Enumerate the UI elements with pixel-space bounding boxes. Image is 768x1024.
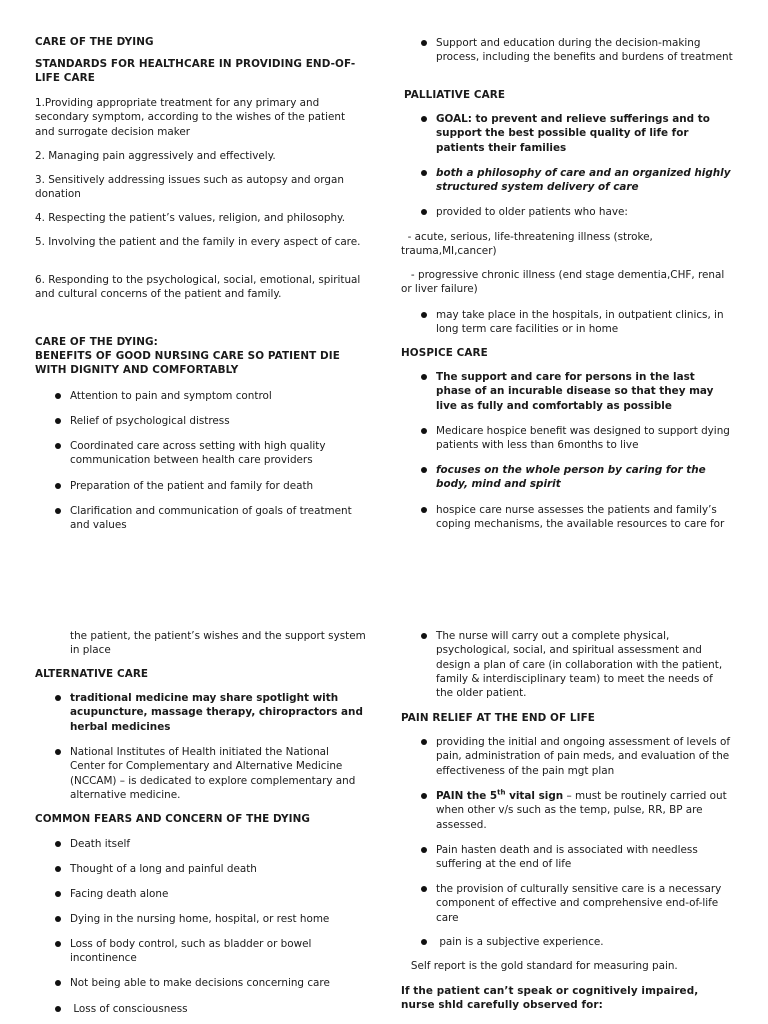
list-item: GOAL: to prevent and relieve sufferings and to support the best possible quality of life for patients their families [401, 112, 733, 155]
list-item: pain is a subjective experience. [401, 935, 733, 949]
list-item: Attention to pain and symptom control [35, 389, 367, 403]
fears-list [35, 1002, 367, 1016]
list-item: Facing death alone [35, 887, 367, 901]
list-item: traditional medicine may share spotlight with acupuncture, massage therapy, chiropractors and herbal medicines [35, 691, 367, 734]
fears-list [35, 887, 367, 901]
benefits-list [35, 479, 367, 493]
list-item: Pain hasten death and is associated with needless suffering at the end of life [401, 843, 733, 872]
page-title: CARE OF THE DYING [35, 36, 154, 48]
list-item: Not being able to make decisions concerning care [35, 976, 367, 990]
palliative-heading: PALLIATIVE CARE [404, 89, 506, 101]
list-item: Coordinated care across setting with high quality communication between health care providers [35, 439, 367, 468]
palliative-list [401, 112, 733, 155]
list-item: Thought of a long and painful death [35, 862, 367, 876]
list-item: focuses on the whole person by caring for the body, mind and spirit [401, 463, 733, 492]
list-item: may take place in the hospitals, in outpatient clinics, in long term care facilities or in home [401, 308, 733, 337]
fears-list [35, 976, 367, 990]
hospice-list [401, 463, 733, 492]
list-item: Support and education during the decision-making process, including the benefits and burdens of treatment [401, 36, 733, 65]
alternative-list [35, 691, 367, 734]
list-item: Loss of body control, such as bladder or bowel incontinence [35, 937, 367, 966]
pain-vital-label: PAIN the 5 [436, 790, 498, 802]
palliative-list [401, 166, 733, 195]
list-item: hospice care nurse assesses the patients and family’s coping mechanisms, the available resources to care for [401, 503, 733, 532]
fears-heading: COMMON FEARS AND CONCERN OF THE DYING [35, 813, 311, 825]
standard-item-4: 4. Respecting the patient’s values, religion, and philosophy. [35, 212, 345, 224]
nurse-assessment-list [401, 629, 733, 700]
list-item: Preparation of the patient and family for death [35, 479, 367, 493]
fears-list [35, 862, 367, 876]
hospice-heading: HOSPICE CARE [401, 347, 488, 359]
pain-vital-label-2: vital sign [505, 790, 564, 802]
palliative-acute-text: - acute, serious, life-threatening illness (stroke, trauma,MI,cancer) [401, 231, 657, 258]
list-item: The nurse will carry out a complete physical, psychological, social, and spiritual assessment and design a plan of care (in collaboration with the patient, family & interdisciplinary team) to meet the needs of the older patient. [401, 629, 733, 700]
continued-text: the patient, the patient’s wishes and the support system in place [70, 630, 366, 657]
palliative-list [401, 205, 733, 219]
list-item: The support and care for persons in the last phase of an incurable disease so that they may live as fully and comfortably as possible [401, 370, 733, 413]
fears-list [35, 937, 367, 966]
benefits-list [35, 439, 367, 468]
standards-heading: STANDARDS FOR HEALTHCARE IN PROVIDING END-OF-LIFE CARE [35, 58, 356, 85]
palliative-chronic-text: - progressive chronic illness (end stage dementia,CHF, renal or liver failure) [401, 269, 728, 296]
impaired-patient-heading: If the patient can’t speak or cognitively impaired, nurse shld carefully observed for: [401, 985, 699, 1012]
pain-list [401, 935, 733, 949]
pain-list [401, 735, 733, 778]
list-item: National Institutes of Health initiated the National Center for Complementary and Alternative Medicine (NCCAM) – is dedicated to explore complementary and alternative medicine. [35, 745, 367, 802]
pain-vital-superscript: th [497, 788, 506, 797]
list-item: Dying in the nursing home, hospital, or rest home [35, 912, 367, 926]
benefits-list [35, 414, 367, 428]
benefits-list [35, 504, 367, 533]
list-item: Death itself [35, 837, 367, 851]
pain-vital-text: – must be routinely carried out when other v/s such as the temp, pulse, RR, BP are assessed. [436, 790, 727, 831]
pain-list [401, 789, 733, 832]
alternative-list [35, 745, 367, 802]
pain-list [401, 882, 733, 925]
standard-item-1: 1.Providing appropriate treatment for any primary and secondary symptom, according to the wishes of the patient and surrogate decision maker [35, 97, 346, 138]
standard-item-2: 2. Managing pain aggressively and effectively. [35, 150, 276, 162]
benefits-heading-line-1: CARE OF THE DYING: [35, 336, 158, 348]
support-list [401, 36, 733, 65]
self-report-text: Self report is the gold standard for measuring pain. [401, 960, 678, 972]
hospice-list [401, 424, 733, 453]
pain-relief-heading: PAIN RELIEF AT THE END OF LIFE [401, 712, 595, 724]
benefits-heading: BENEFITS OF GOOD NURSING CARE SO PATIENT DIE WITH DIGNITY AND COMFORTABLY [35, 350, 340, 377]
pain-list [401, 843, 733, 872]
list-item [401, 789, 733, 832]
standard-item-6: 6. Responding to the psychological, social, emotional, spiritual and cultural concerns of the patient and family. [35, 274, 361, 301]
standard-item-5: 5. Involving the patient and the family in every aspect of care. [35, 236, 361, 248]
list-item: Relief of psychological distress [35, 414, 367, 428]
benefits-list [35, 389, 367, 403]
list-item: providing the initial and ongoing assessment of levels of pain, administration of pain meds, and evaluation of the effectiveness of the pain mgt plan [401, 735, 733, 778]
list-item: Clarification and communication of goals of treatment and values [35, 504, 367, 533]
hospice-list [401, 370, 733, 413]
palliative-list [401, 308, 733, 337]
list-item: Medicare hospice benefit was designed to support dying patients with less than 6months to live [401, 424, 733, 453]
standard-item-3: 3. Sensitively addressing issues such as autopsy and organ donation [35, 174, 344, 201]
hospice-list [401, 503, 733, 532]
list-item: both a philosophy of care and an organized highly structured system delivery of care [401, 166, 733, 195]
fears-list [35, 837, 367, 851]
list-item: the provision of culturally sensitive care is a necessary component of effective and comprehensive end-of-life care [401, 882, 733, 925]
list-item: provided to older patients who have: [401, 205, 733, 219]
fears-list [35, 912, 367, 926]
list-item: Loss of consciousness [35, 1002, 367, 1016]
alternative-care-heading: ALTERNATIVE CARE [35, 668, 149, 680]
